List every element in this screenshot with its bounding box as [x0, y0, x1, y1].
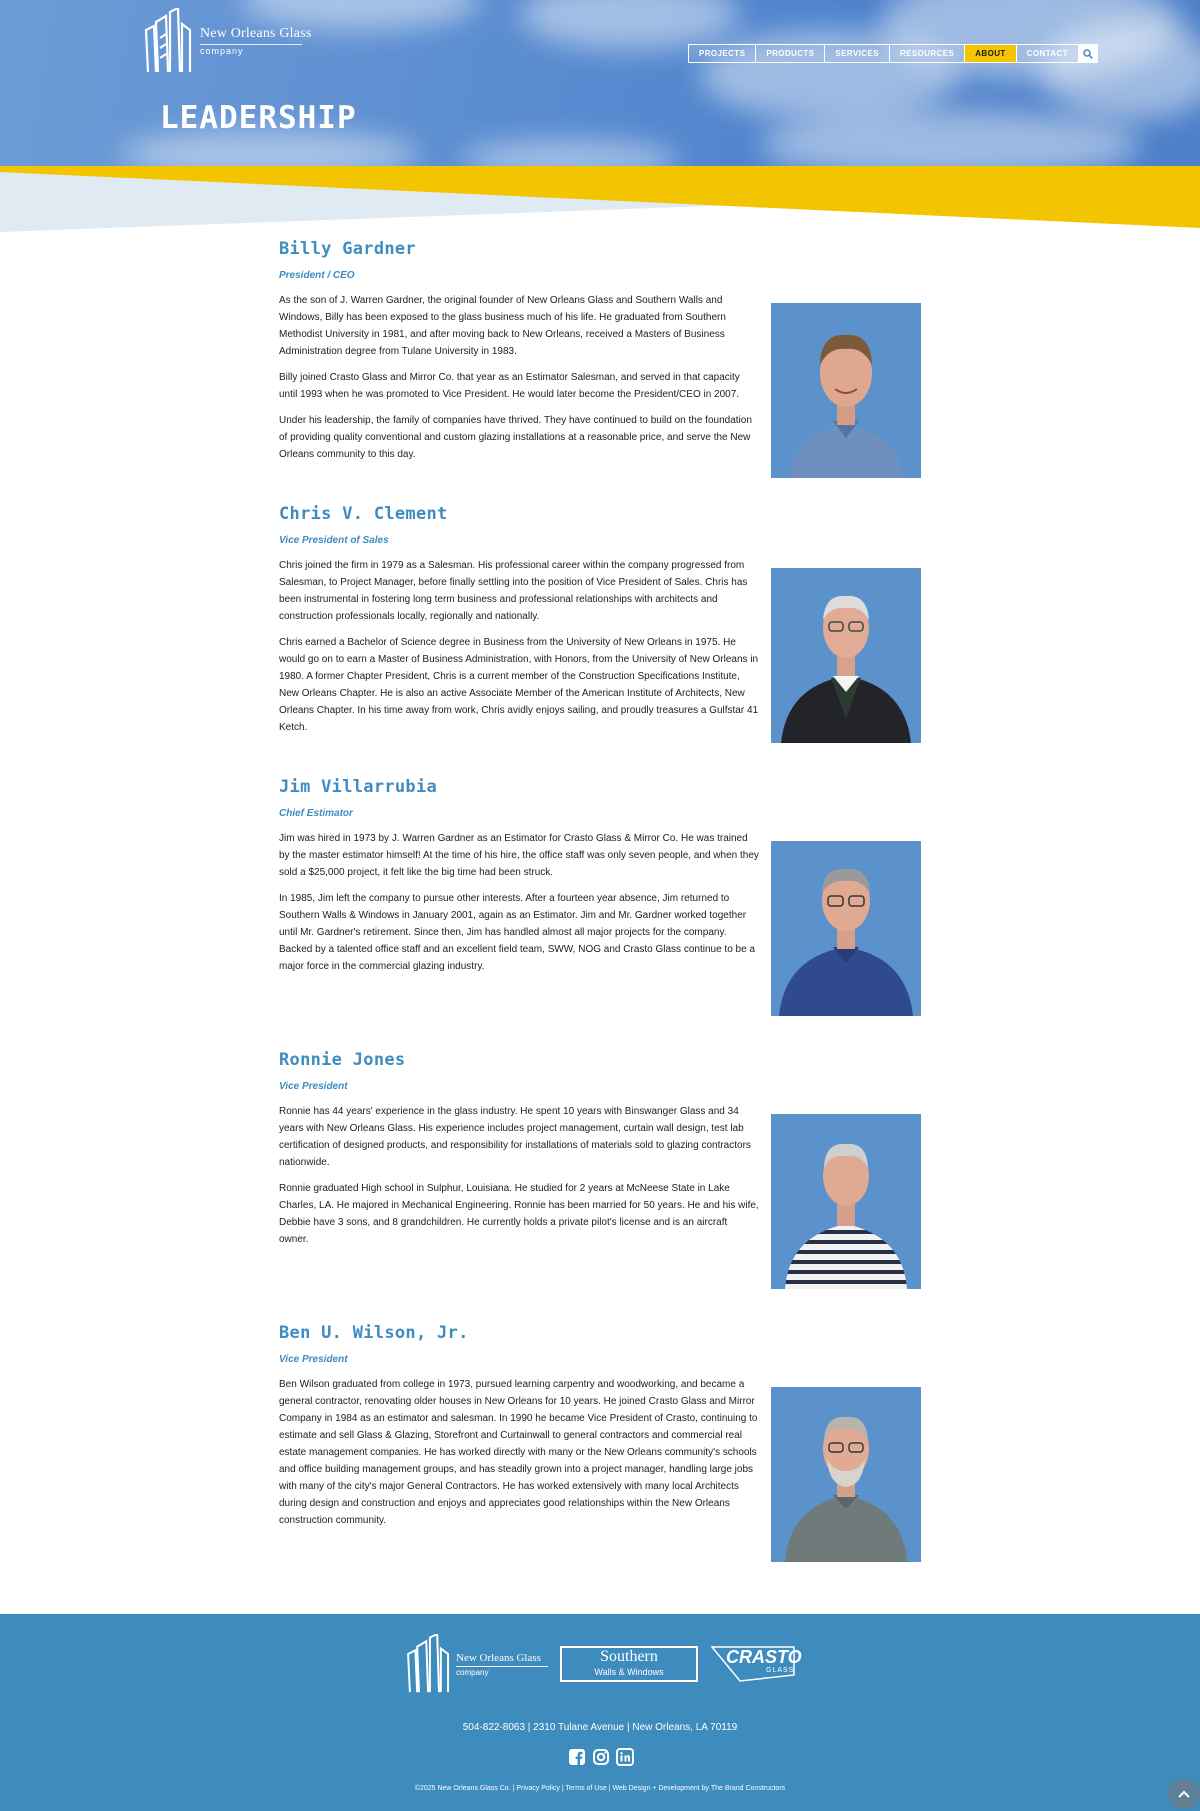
leader-title: Chief Estimator	[279, 808, 353, 819]
leader-title: Vice President of Sales	[279, 535, 389, 546]
leader-bio	[279, 557, 759, 736]
footer-logo-name: New Orleans Glass	[456, 1651, 541, 1664]
leader-photo	[771, 1114, 921, 1289]
facebook-icon[interactable]	[568, 1748, 586, 1766]
instagram-icon[interactable]	[592, 1748, 610, 1766]
footer-logo-sub: GLASS	[766, 1667, 795, 1674]
bio-paragraph: Ronnie graduated High school in Sulphur, Louisiana. He studied for 2 years at McNeese State in Lake Charles, LA. He majored in Mechanical Engineering. Ronnie has been married for 50 years. He and his wife, Debbie have 3 sons, and 8 grandchildren. He currently holds a private pilot's license and is an aircraft owner.	[279, 1183, 759, 1245]
credit-link[interactable]: Web Design + Development by The Brand Constructors	[612, 1785, 786, 1792]
main-nav	[688, 44, 1098, 63]
bio-paragraph: As the son of J. Warren Gardner, the original founder of New Orleans Glass and Southern Walls and Windows, Billy has been exposed to the glass business much of his life. He graduated from Southern Methodist University in 1981, and after moving back to New Orleans, received a Masters of Business Administration degree from Tulane University in 1983.	[279, 295, 726, 357]
footer-logo-new-orleans-glass[interactable]	[406, 1634, 548, 1694]
footer-logo-sub: Walls & Windows	[594, 1667, 664, 1677]
leader-name: Billy Gardner	[279, 239, 416, 259]
nav-item-services[interactable]: SERVICES	[825, 44, 890, 63]
leader-profile	[279, 777, 921, 984]
bio-paragraph: Ben Wilson graduated from college in 1973, pursued learning carpentry and woodworking, and became a general contractor, renovating older houses in New Orleans for 10 years. He joined Crasto Glass and Mirror Company in 1984 as an estimator and salesman. In 1990 he became Vice President of Crasto, continuing to estimate and sell Glass & Glazing, Storefront and Curtainwall to general contractors and commercial real estate management companies. He has worked directly with many or the New Orleans community's schools and office building management groups, and has steadily grown into a project manager, handling large jobs with many of the city's major General Contractors. He has worked extensively with many local Architects during design and construction and enjoys and appreciates good relationships within the New Orleans construction community.	[279, 1379, 758, 1526]
leader-title: Vice President	[279, 1354, 348, 1365]
leader-bio	[279, 1103, 759, 1248]
leader-profile	[279, 239, 921, 472]
building-logo-icon	[406, 1634, 452, 1694]
bio-paragraph: Chris earned a Bachelor of Science degree in Business from the University of New Orleans in 1975. He would go on to earn a Master of Business Administration, with Honors, from the University of New Orleans in 1980. A former Chapter President, Chris is a current member of the Construction Specifications Institute, New Orleans Chapter. He is also an active Associate Member of the American Institute of Architects, New Orleans Chapter. In his time away from work, Chris avidly enjoys sailing, and proudly treasures a Gulfstar 41 Ketch.	[279, 637, 759, 733]
nav-item-about[interactable]: ABOUT	[965, 44, 1016, 63]
leader-profile	[279, 504, 921, 745]
bio-paragraph: Under his leadership, the family of companies have thrived. They have continued to build on the foundation of providing quality conventional and custom glazing installations at a reasonable price, and serve the New Orleans community to this day.	[279, 415, 752, 460]
leader-photo	[771, 841, 921, 1016]
leader-photo	[771, 1387, 921, 1562]
footer-logo-southern[interactable]	[560, 1646, 698, 1682]
social-links	[568, 1748, 634, 1766]
footer-logo-name: CRASTO	[726, 1647, 802, 1667]
cloud-decoration	[1040, 20, 1200, 120]
bio-paragraph: Chris joined the firm in 1979 as a Salesman. His professional career within the company progressed from Salesman, to Project Manager, before finally settling into the position of Vice President of Sales. Chris has been instrumental in fostering long term business and professional relationships with architects and construction professionals locally, regionally and nationally.	[279, 560, 748, 622]
leader-bio	[279, 830, 759, 975]
privacy-link[interactable]: Privacy Policy	[516, 1785, 560, 1792]
bio-paragraph: In 1985, Jim left the company to pursue other interests. After a fourteen year absence, Jim returned to Southern Walls & Windows in January 2001, again as an Estimator. Jim and Mr. Gardner worked together until Mr. Gardner's retirement. Since then, Jim has handled almost all major projects for the company. Backed by a talented office staff and an excellent field team, SWW, NOG and Crasto Glass continue to be a major force in the commercial glazing industry.	[279, 893, 756, 972]
page-footer	[0, 1614, 1200, 1811]
footer-logos	[406, 1634, 802, 1694]
leader-photo	[771, 303, 921, 478]
scroll-to-top-button[interactable]	[1168, 1778, 1200, 1810]
footer-logo-crasto[interactable]	[710, 1645, 802, 1683]
logo-name: New Orleans Glass	[200, 26, 312, 41]
page-header	[0, 0, 1200, 234]
logo-subtitle: company	[200, 44, 302, 56]
cloud-decoration	[520, 0, 740, 50]
building-logo-icon	[144, 8, 194, 74]
header-swoosh-decoration	[0, 166, 1200, 234]
footer-logo-name: Southern	[600, 1648, 658, 1665]
terms-link[interactable]: Terms of Use	[565, 1785, 607, 1792]
search-button[interactable]	[1079, 44, 1098, 63]
bio-paragraph: Jim was hired in 1973 by J. Warren Gardner as an Estimator for Crasto Glass & Mirror Co. He was trained by the master estimator himself! At the time of his hire, the office staff was only seven people, and when they sold a $25,000 project, it felt like the big time had been struck.	[279, 833, 759, 878]
leader-name: Chris V. Clement	[279, 504, 448, 524]
linkedin-icon[interactable]	[616, 1748, 634, 1766]
leader-name: Ronnie Jones	[279, 1050, 406, 1070]
chevron-up-icon	[1177, 1789, 1191, 1799]
leader-title: President / CEO	[279, 270, 355, 281]
search-icon	[1083, 49, 1093, 59]
footer-logo-sub: company	[456, 1666, 548, 1677]
nav-item-products[interactable]: PRODUCTS	[756, 44, 825, 63]
leader-photo	[771, 568, 921, 743]
leader-title: Vice President	[279, 1081, 348, 1092]
leadership-list	[0, 234, 1200, 1614]
leader-name: Jim Villarrubia	[279, 777, 438, 797]
leader-profile	[279, 1050, 921, 1257]
leader-name: Ben U. Wilson, Jr.	[279, 1323, 469, 1343]
page-title: LEADERSHIP	[160, 100, 357, 136]
bio-paragraph: Ronnie has 44 years' experience in the glass industry. He spent 10 years with Binswanger Glass and 34 years with New Orleans Glass. His experience includes project management, curtain wall design, test lab certification of designed products, and responsibility for installations of materials sold to glazing contractors nationwide.	[279, 1106, 751, 1168]
footer-contact: 504-822-8063 | 2310 Tulane Avenue | New Orleans, LA 70119	[462, 1722, 738, 1733]
leader-profile	[279, 1323, 921, 1538]
footer-legal: ©2025 New Orleans Glass Co. | Privacy Policy | Terms of Use | Web Design + Development by The Brand Constructors	[414, 1785, 786, 1792]
nav-item-contact[interactable]: CONTACT	[1017, 44, 1079, 63]
bio-paragraph: Billy joined Crasto Glass and Mirror Co. that year as an Estimator Salesman, and served in that capacity until 1993 when he was promoted to Vice President. He would later become the President/CEO in 2007.	[279, 372, 740, 400]
leader-bio	[279, 1376, 759, 1529]
nav-item-projects[interactable]: PROJECTS	[688, 44, 756, 63]
leader-bio	[279, 292, 759, 463]
site-logo[interactable]	[144, 8, 311, 74]
nav-item-resources[interactable]: RESOURCES	[890, 44, 965, 63]
copyright-text: ©2025 New Orleans Glass Co.	[414, 1785, 511, 1792]
